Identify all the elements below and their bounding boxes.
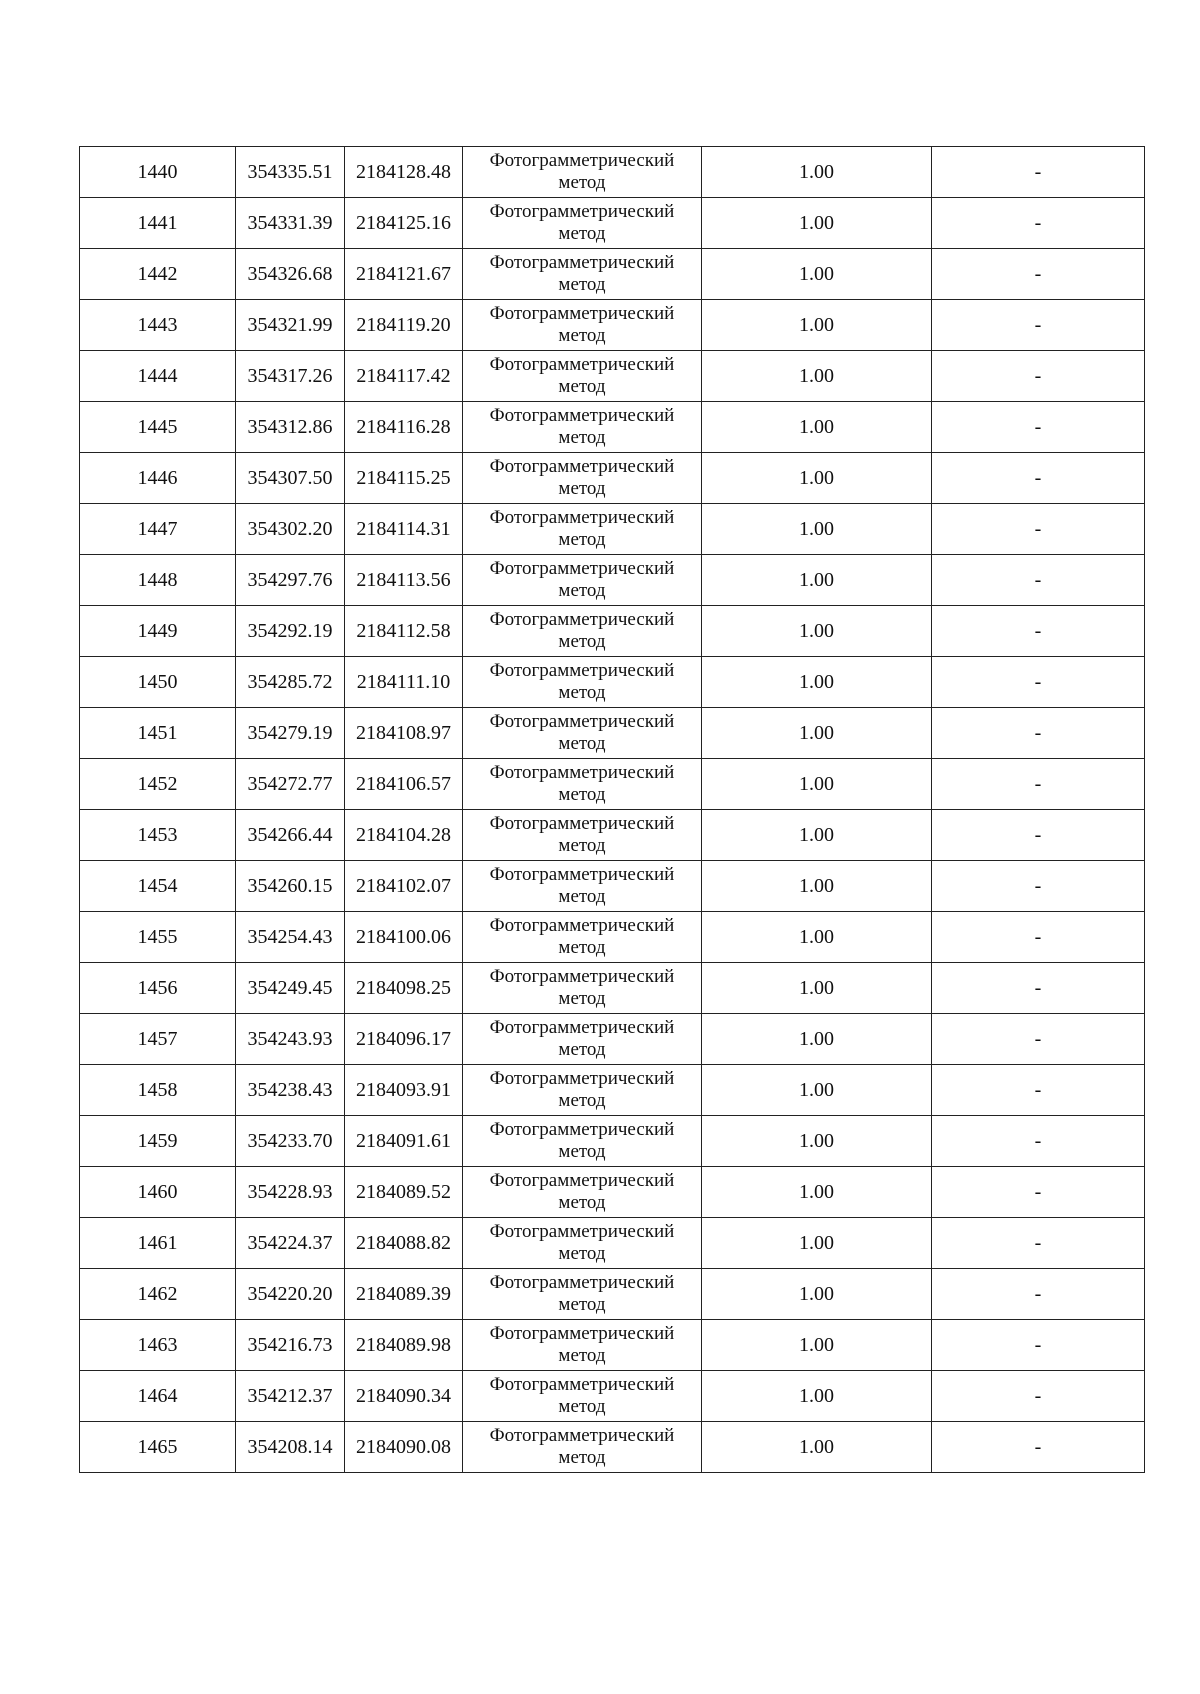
method-cell: [463, 912, 702, 963]
method-cell: [463, 759, 702, 810]
point-number-cell: 1465: [80, 1422, 236, 1473]
y-coordinate-cell: 2184104.28: [345, 810, 463, 861]
y-coordinate-cell: 2184121.67: [345, 249, 463, 300]
y-coordinate-cell: 2184088.82: [345, 1218, 463, 1269]
method-cell: [463, 1320, 702, 1371]
accuracy-cell: 1.00: [702, 963, 932, 1014]
table-row: [80, 1218, 1145, 1269]
method-line-2: метод: [558, 937, 606, 958]
x-coordinate-cell: 354321.99: [236, 300, 345, 351]
method-line-2: метод: [558, 274, 606, 295]
x-coordinate-cell: 354212.37: [236, 1371, 345, 1422]
method-cell: [463, 657, 702, 708]
point-number-cell: 1440: [80, 147, 236, 198]
y-coordinate-cell: 2184096.17: [345, 1014, 463, 1065]
method-line-2: метод: [558, 886, 606, 907]
method-line-1: Фотограмметрический: [489, 1374, 675, 1395]
y-coordinate-cell: 2184119.20: [345, 300, 463, 351]
x-coordinate-cell: 354307.50: [236, 453, 345, 504]
point-number-cell: 1451: [80, 708, 236, 759]
method-cell: [463, 1065, 702, 1116]
table-row: [80, 402, 1145, 453]
note-cell: -: [932, 1320, 1145, 1371]
coordinates-table-body: [80, 147, 1145, 1473]
table-row: [80, 912, 1145, 963]
accuracy-cell: 1.00: [702, 1014, 932, 1065]
table-row: [80, 453, 1145, 504]
x-coordinate-cell: 354254.43: [236, 912, 345, 963]
method-line-2: метод: [558, 1396, 606, 1417]
table-row: [80, 1065, 1145, 1116]
method-cell: [463, 1218, 702, 1269]
point-number-cell: 1453: [80, 810, 236, 861]
point-number-cell: 1442: [80, 249, 236, 300]
note-cell: -: [932, 1371, 1145, 1422]
x-coordinate-cell: 354228.93: [236, 1167, 345, 1218]
point-number-cell: 1447: [80, 504, 236, 555]
y-coordinate-cell: 2184093.91: [345, 1065, 463, 1116]
point-number-cell: 1441: [80, 198, 236, 249]
x-coordinate-cell: 354279.19: [236, 708, 345, 759]
table-row: [80, 1422, 1145, 1473]
method-line-1: Фотограмметрический: [489, 864, 675, 885]
method-cell: [463, 606, 702, 657]
point-number-cell: 1464: [80, 1371, 236, 1422]
point-number-cell: 1463: [80, 1320, 236, 1371]
note-cell: -: [932, 1065, 1145, 1116]
y-coordinate-cell: 2184089.39: [345, 1269, 463, 1320]
method-line-1: Фотограмметрический: [489, 1323, 675, 1344]
method-line-2: метод: [558, 529, 606, 550]
method-line-1: Фотограмметрический: [489, 405, 675, 426]
table-row: [80, 504, 1145, 555]
method-cell: [463, 1014, 702, 1065]
method-line-1: Фотограмметрический: [489, 1221, 675, 1242]
method-line-2: метод: [558, 835, 606, 856]
accuracy-cell: 1.00: [702, 810, 932, 861]
accuracy-cell: 1.00: [702, 1116, 932, 1167]
accuracy-cell: 1.00: [702, 300, 932, 351]
method-line-1: Фотограмметрический: [489, 915, 675, 936]
table-row: [80, 1116, 1145, 1167]
method-line-1: Фотограмметрический: [489, 813, 675, 834]
table-row: [80, 708, 1145, 759]
note-cell: -: [932, 1218, 1145, 1269]
method-cell: [463, 351, 702, 402]
method-line-2: метод: [558, 478, 606, 499]
note-cell: -: [932, 1269, 1145, 1320]
note-cell: -: [932, 861, 1145, 912]
method-line-1: Фотограмметрический: [489, 762, 675, 783]
method-line-1: Фотограмметрический: [489, 1017, 675, 1038]
accuracy-cell: 1.00: [702, 606, 932, 657]
x-coordinate-cell: 354285.72: [236, 657, 345, 708]
method-line-1: Фотограмметрический: [489, 150, 675, 171]
y-coordinate-cell: 2184106.57: [345, 759, 463, 810]
x-coordinate-cell: 354220.20: [236, 1269, 345, 1320]
y-coordinate-cell: 2184112.58: [345, 606, 463, 657]
accuracy-cell: 1.00: [702, 198, 932, 249]
accuracy-cell: 1.00: [702, 1065, 932, 1116]
method-line-2: метод: [558, 682, 606, 703]
note-cell: -: [932, 402, 1145, 453]
table-row: [80, 1167, 1145, 1218]
method-line-2: метод: [558, 580, 606, 601]
y-coordinate-cell: 2184089.52: [345, 1167, 463, 1218]
method-cell: [463, 300, 702, 351]
y-coordinate-cell: 2184091.61: [345, 1116, 463, 1167]
note-cell: -: [932, 504, 1145, 555]
method-line-1: Фотограмметрический: [489, 558, 675, 579]
x-coordinate-cell: 354302.20: [236, 504, 345, 555]
note-cell: -: [932, 300, 1145, 351]
y-coordinate-cell: 2184089.98: [345, 1320, 463, 1371]
table-row: [80, 759, 1145, 810]
coordinates-table: [79, 146, 1145, 1473]
accuracy-cell: 1.00: [702, 351, 932, 402]
point-number-cell: 1449: [80, 606, 236, 657]
point-number-cell: 1462: [80, 1269, 236, 1320]
table-row: [80, 351, 1145, 402]
table-row: [80, 1269, 1145, 1320]
accuracy-cell: 1.00: [702, 1218, 932, 1269]
y-coordinate-cell: 2184128.48: [345, 147, 463, 198]
x-coordinate-cell: 354243.93: [236, 1014, 345, 1065]
note-cell: -: [932, 1422, 1145, 1473]
y-coordinate-cell: 2184098.25: [345, 963, 463, 1014]
table-row: [80, 606, 1145, 657]
method-line-1: Фотограмметрический: [489, 354, 675, 375]
note-cell: -: [932, 810, 1145, 861]
method-line-2: метод: [558, 1039, 606, 1060]
note-cell: -: [932, 453, 1145, 504]
note-cell: -: [932, 912, 1145, 963]
method-cell: [463, 861, 702, 912]
note-cell: -: [932, 1167, 1145, 1218]
table-row: [80, 1320, 1145, 1371]
note-cell: -: [932, 147, 1145, 198]
method-line-1: Фотограмметрический: [489, 1170, 675, 1191]
point-number-cell: 1443: [80, 300, 236, 351]
method-cell: [463, 504, 702, 555]
point-number-cell: 1450: [80, 657, 236, 708]
method-cell: [463, 963, 702, 1014]
method-line-1: Фотограмметрический: [489, 1425, 675, 1446]
method-line-1: Фотограмметрический: [489, 303, 675, 324]
x-coordinate-cell: 354266.44: [236, 810, 345, 861]
accuracy-cell: 1.00: [702, 1320, 932, 1371]
method-line-2: метод: [558, 1294, 606, 1315]
note-cell: -: [932, 708, 1145, 759]
accuracy-cell: 1.00: [702, 147, 932, 198]
method-cell: [463, 249, 702, 300]
method-cell: [463, 1167, 702, 1218]
note-cell: -: [932, 1014, 1145, 1065]
point-number-cell: 1445: [80, 402, 236, 453]
table-row: [80, 300, 1145, 351]
x-coordinate-cell: 354326.68: [236, 249, 345, 300]
method-line-2: метод: [558, 1192, 606, 1213]
note-cell: -: [932, 351, 1145, 402]
note-cell: -: [932, 963, 1145, 1014]
x-coordinate-cell: 354272.77: [236, 759, 345, 810]
y-coordinate-cell: 2184090.34: [345, 1371, 463, 1422]
method-line-1: Фотограмметрический: [489, 966, 675, 987]
y-coordinate-cell: 2184102.07: [345, 861, 463, 912]
accuracy-cell: 1.00: [702, 504, 932, 555]
method-line-1: Фотограмметрический: [489, 1272, 675, 1293]
method-cell: [463, 1116, 702, 1167]
point-number-cell: 1448: [80, 555, 236, 606]
accuracy-cell: 1.00: [702, 657, 932, 708]
method-line-2: метод: [558, 223, 606, 244]
method-cell: [463, 453, 702, 504]
point-number-cell: 1459: [80, 1116, 236, 1167]
accuracy-cell: 1.00: [702, 861, 932, 912]
point-number-cell: 1461: [80, 1218, 236, 1269]
method-cell: [463, 198, 702, 249]
method-cell: [463, 1269, 702, 1320]
method-line-2: метод: [558, 1345, 606, 1366]
note-cell: -: [932, 759, 1145, 810]
table-row: [80, 657, 1145, 708]
x-coordinate-cell: 354331.39: [236, 198, 345, 249]
table-row: [80, 810, 1145, 861]
x-coordinate-cell: 354312.86: [236, 402, 345, 453]
method-line-2: метод: [558, 784, 606, 805]
method-line-2: метод: [558, 325, 606, 346]
table-row: [80, 147, 1145, 198]
x-coordinate-cell: 354249.45: [236, 963, 345, 1014]
method-line-2: метод: [558, 733, 606, 754]
method-line-1: Фотограмметрический: [489, 507, 675, 528]
method-cell: [463, 1422, 702, 1473]
y-coordinate-cell: 2184108.97: [345, 708, 463, 759]
y-coordinate-cell: 2184100.06: [345, 912, 463, 963]
x-coordinate-cell: 354208.14: [236, 1422, 345, 1473]
table-row: [80, 1014, 1145, 1065]
point-number-cell: 1455: [80, 912, 236, 963]
y-coordinate-cell: 2184116.28: [345, 402, 463, 453]
x-coordinate-cell: 354233.70: [236, 1116, 345, 1167]
x-coordinate-cell: 354335.51: [236, 147, 345, 198]
accuracy-cell: 1.00: [702, 249, 932, 300]
point-number-cell: 1454: [80, 861, 236, 912]
accuracy-cell: 1.00: [702, 402, 932, 453]
point-number-cell: 1456: [80, 963, 236, 1014]
method-line-2: метод: [558, 1141, 606, 1162]
x-coordinate-cell: 354292.19: [236, 606, 345, 657]
table-row: [80, 1371, 1145, 1422]
note-cell: -: [932, 555, 1145, 606]
note-cell: -: [932, 657, 1145, 708]
x-coordinate-cell: 354297.76: [236, 555, 345, 606]
note-cell: -: [932, 1116, 1145, 1167]
note-cell: -: [932, 606, 1145, 657]
method-line-2: метод: [558, 988, 606, 1009]
table-row: [80, 963, 1145, 1014]
method-line-1: Фотограмметрический: [489, 1119, 675, 1140]
method-line-2: метод: [558, 427, 606, 448]
y-coordinate-cell: 2184125.16: [345, 198, 463, 249]
accuracy-cell: 1.00: [702, 453, 932, 504]
method-line-2: метод: [558, 172, 606, 193]
y-coordinate-cell: 2184090.08: [345, 1422, 463, 1473]
accuracy-cell: 1.00: [702, 555, 932, 606]
x-coordinate-cell: 354216.73: [236, 1320, 345, 1371]
note-cell: -: [932, 198, 1145, 249]
method-cell: [463, 708, 702, 759]
table-row: [80, 861, 1145, 912]
method-line-1: Фотограмметрический: [489, 609, 675, 630]
method-cell: [463, 555, 702, 606]
y-coordinate-cell: 2184114.31: [345, 504, 463, 555]
point-number-cell: 1460: [80, 1167, 236, 1218]
x-coordinate-cell: 354317.26: [236, 351, 345, 402]
method-line-2: метод: [558, 1090, 606, 1111]
accuracy-cell: 1.00: [702, 1371, 932, 1422]
table-row: [80, 555, 1145, 606]
accuracy-cell: 1.00: [702, 708, 932, 759]
accuracy-cell: 1.00: [702, 759, 932, 810]
y-coordinate-cell: 2184113.56: [345, 555, 463, 606]
y-coordinate-cell: 2184111.10: [345, 657, 463, 708]
method-line-1: Фотограмметрический: [489, 660, 675, 681]
table-row: [80, 249, 1145, 300]
method-cell: [463, 1371, 702, 1422]
point-number-cell: 1444: [80, 351, 236, 402]
point-number-cell: 1446: [80, 453, 236, 504]
point-number-cell: 1452: [80, 759, 236, 810]
method-line-2: метод: [558, 631, 606, 652]
method-line-1: Фотограмметрический: [489, 1068, 675, 1089]
table-row: [80, 198, 1145, 249]
accuracy-cell: 1.00: [702, 912, 932, 963]
method-line-2: метод: [558, 1243, 606, 1264]
accuracy-cell: 1.00: [702, 1269, 932, 1320]
x-coordinate-cell: 354238.43: [236, 1065, 345, 1116]
method-cell: [463, 402, 702, 453]
note-cell: -: [932, 249, 1145, 300]
method-line-1: Фотограмметрический: [489, 252, 675, 273]
y-coordinate-cell: 2184115.25: [345, 453, 463, 504]
x-coordinate-cell: 354260.15: [236, 861, 345, 912]
accuracy-cell: 1.00: [702, 1422, 932, 1473]
point-number-cell: 1457: [80, 1014, 236, 1065]
method-line-1: Фотограмметрический: [489, 201, 675, 222]
method-cell: [463, 147, 702, 198]
point-number-cell: 1458: [80, 1065, 236, 1116]
method-line-2: метод: [558, 376, 606, 397]
method-line-1: Фотограмметрический: [489, 456, 675, 477]
method-line-1: Фотограмметрический: [489, 711, 675, 732]
accuracy-cell: 1.00: [702, 1167, 932, 1218]
x-coordinate-cell: 354224.37: [236, 1218, 345, 1269]
method-cell: [463, 810, 702, 861]
method-line-2: метод: [558, 1447, 606, 1468]
y-coordinate-cell: 2184117.42: [345, 351, 463, 402]
